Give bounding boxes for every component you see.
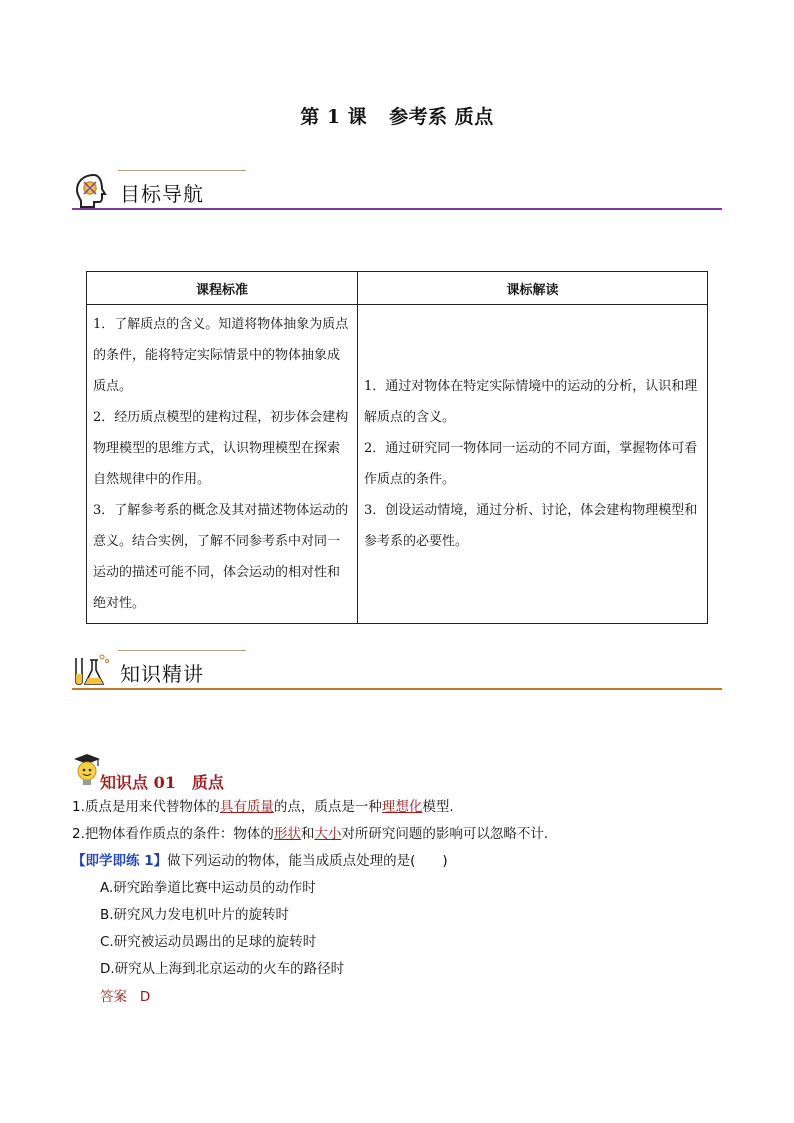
lab-flask-icon [72,652,112,688]
standards-table [86,271,708,624]
knowledge-point-title [100,770,224,793]
lesson-name: 参考系 质点 [389,106,494,128]
text: 模型. [422,799,454,815]
underlined-term: 具有质量 [219,799,274,815]
standard-item: 2．经历质点模型的建构过程，初步体会建构物理模型的思维方式，认识物理模型在探索自然规律中的作用。 [93,410,349,487]
section-underline [72,688,722,690]
section-header-knowledge [72,650,722,690]
section-underline [72,208,722,210]
text: 的点，质点是一种 [273,799,382,815]
exercise-text: 做下列运动的物体，能当成质点处理的是( ) [167,853,448,869]
text: 1.质点是用来代替物体的 [72,799,220,815]
underlined-term: 形状 [273,826,301,842]
text: 2.把物体看作质点的条件：物体的 [72,826,274,842]
knowledge-line-1 [72,795,454,815]
option-c: C.研究被运动员踢出的足球的旋转时 [100,934,317,950]
text: 对所研究问题的影响可以忽略不计. [341,826,549,842]
table-header-row [87,272,708,305]
option-a: A.研究跆拳道比赛中运动员的动作时 [100,880,316,896]
exercise-question [72,849,448,869]
option-d: D.研究从上海到北京运动的火车的路径时 [100,961,345,977]
interpretation-item: 2．通过研究同一物体同一运动的不同方面，掌握物体可看作质点的条件。 [364,441,698,487]
header-topline [118,650,246,651]
page-title [0,102,794,129]
lesson-number: 第 1 课 [300,106,368,128]
exercise-tag: 【即学即练 1】 [72,853,168,869]
section-title: 目标导航 [120,182,204,206]
interpretation-item: 1．通过对物体在特定实际情境中的运动的分析，认识和理解质点的含义。 [364,379,698,425]
curriculum-standard-cell [87,305,358,624]
answer-label: 答案 [100,989,127,1005]
answer-value: D [139,989,151,1005]
knowledge-point-name: 质点 [191,773,224,792]
option-b: B.研究风力发电机叶片的旋转时 [100,907,290,923]
interpretation-item: 3．创设运动情境，通过分析、讨论，体会建构物理模型和参考系的必要性。 [364,503,698,549]
standard-item: 1．了解质点的含义。知道将物体抽象为质点的条件，能将特定实际情景中的物体抽象成质点。 [93,317,349,394]
header-topline [118,170,246,171]
standard-item: 3．了解参考系的概念及其对描述物体运动的意义。结合实例，了解不同参考系中对同一运动的描述可能不同，体会运动的相对性和绝对性。 [93,503,349,611]
section-title: 知识精讲 [120,662,204,686]
section-header-goals [72,170,722,210]
knowledge-point-number: 知识点 01 [100,773,176,792]
graduate-bulb-icon [70,752,102,788]
underlined-term: 理想化 [381,799,423,815]
interpretation-cell [358,305,708,624]
answer-line [100,985,150,1005]
knowledge-line-2 [72,822,548,842]
text: 和 [300,826,315,842]
table-row [87,305,708,624]
header-standard-interpretation: 课标解读 [358,272,708,305]
head-gear-icon [72,172,112,208]
underlined-term: 大小 [314,826,342,842]
header-curriculum-standard: 课程标准 [87,272,358,305]
